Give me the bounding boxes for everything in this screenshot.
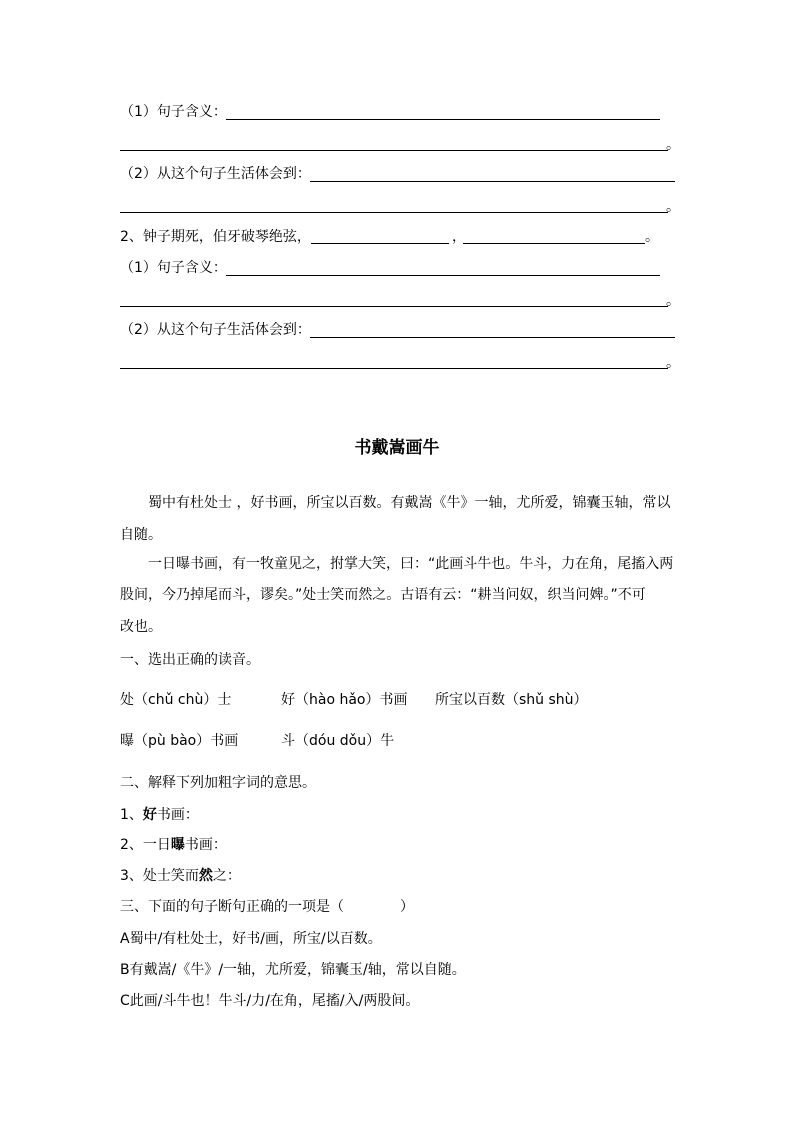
q1-insight-blank-2[interactable] <box>120 212 668 213</box>
q2-blank-1[interactable] <box>311 243 449 244</box>
ex1-item3: 所宝以百数（shǔ shù） <box>435 692 588 708</box>
q1-insight-blank[interactable] <box>310 181 675 182</box>
q2-end-mark: 。 <box>645 229 659 245</box>
q2-meaning-blank[interactable] <box>226 275 660 276</box>
ex1-item2: 好（hào hǎo）书画 <box>281 692 408 708</box>
q2-insight-blank-2[interactable] <box>120 368 668 369</box>
ex3-heading: 三、下面的句子断句正确的一项是（ ） <box>120 899 414 915</box>
q2-sentence-start: 2、钟子期死，伯牙破琴绝弦， <box>120 229 311 245</box>
bold-word: 好 <box>142 807 157 823</box>
q1-meaning-blank[interactable] <box>226 119 660 120</box>
q2-comma: ， <box>452 229 466 245</box>
ex1-item4: 曝（pù bào）书画 <box>120 733 239 749</box>
ex3-option-c[interactable]: C此画/斗牛也！牛斗/力/在角，尾搐/入/两股间。 <box>120 993 420 1009</box>
period: 。 <box>666 355 680 371</box>
article-p1-cont: 自随。 <box>120 527 162 543</box>
ex3-option-b[interactable]: B有戴嵩/《牛》/一轴，尤所爱，锦囊玉/轴，常以自随。 <box>120 962 466 978</box>
article-p2-cont2: 改也。 <box>120 619 162 635</box>
bold-word: 曝 <box>170 837 185 853</box>
ex3-option-a[interactable]: A蜀中/有杜处士，好书/画，所宝/以百数。 <box>120 931 382 947</box>
q2-meaning-label: （1）句子含义： <box>120 260 227 276</box>
article-title: 书戴嵩画牛 <box>354 438 440 458</box>
ex2-item3: 3、处士笑而然之： <box>120 868 241 884</box>
period: 。 <box>666 199 680 215</box>
ex2-heading: 二、解释下列加粗字词的意思。 <box>120 775 316 791</box>
article-p2: 一日曝书画，有一牧童见之，拊掌大笑，曰：“此画斗牛也。牛斗，力在角，尾搐入两 <box>148 556 674 572</box>
q1-meaning-blank-2[interactable] <box>120 150 668 151</box>
q2-meaning-blank-2[interactable] <box>120 306 668 307</box>
q2-insight-blank[interactable] <box>310 337 675 338</box>
ex1-item1: 处（chǔ chù）士 <box>120 692 232 708</box>
article-p1: 蜀中有杜处士 ，好书画，所宝以百数。有戴嵩《牛》一轴，尤所爱，锦囊玉轴，常以 <box>148 495 671 511</box>
bold-word: 然 <box>198 868 213 884</box>
ex2-item1: 1、好书画： <box>120 807 199 823</box>
ex1-heading: 一、选出正确的读音。 <box>120 652 260 668</box>
period: 。 <box>666 137 680 153</box>
article-p2-cont1: 股间，今乃掉尾而斗，谬矣。”处士笑而然之。古语有云：“耕当问奴，织当问婢。”不可 <box>120 587 646 603</box>
q1-meaning-label: （1）句子含义： <box>120 104 227 120</box>
q1-insight-label: （2）从这个句子生活体会到： <box>120 166 311 182</box>
period: 。 <box>666 293 680 309</box>
q2-blank-2[interactable] <box>463 243 645 244</box>
ex1-item5: 斗（dóu dǒu）牛 <box>281 733 395 749</box>
q2-insight-label: （2）从这个句子生活体会到： <box>120 322 311 338</box>
ex2-item2: 2、一日曝书画： <box>120 837 227 853</box>
